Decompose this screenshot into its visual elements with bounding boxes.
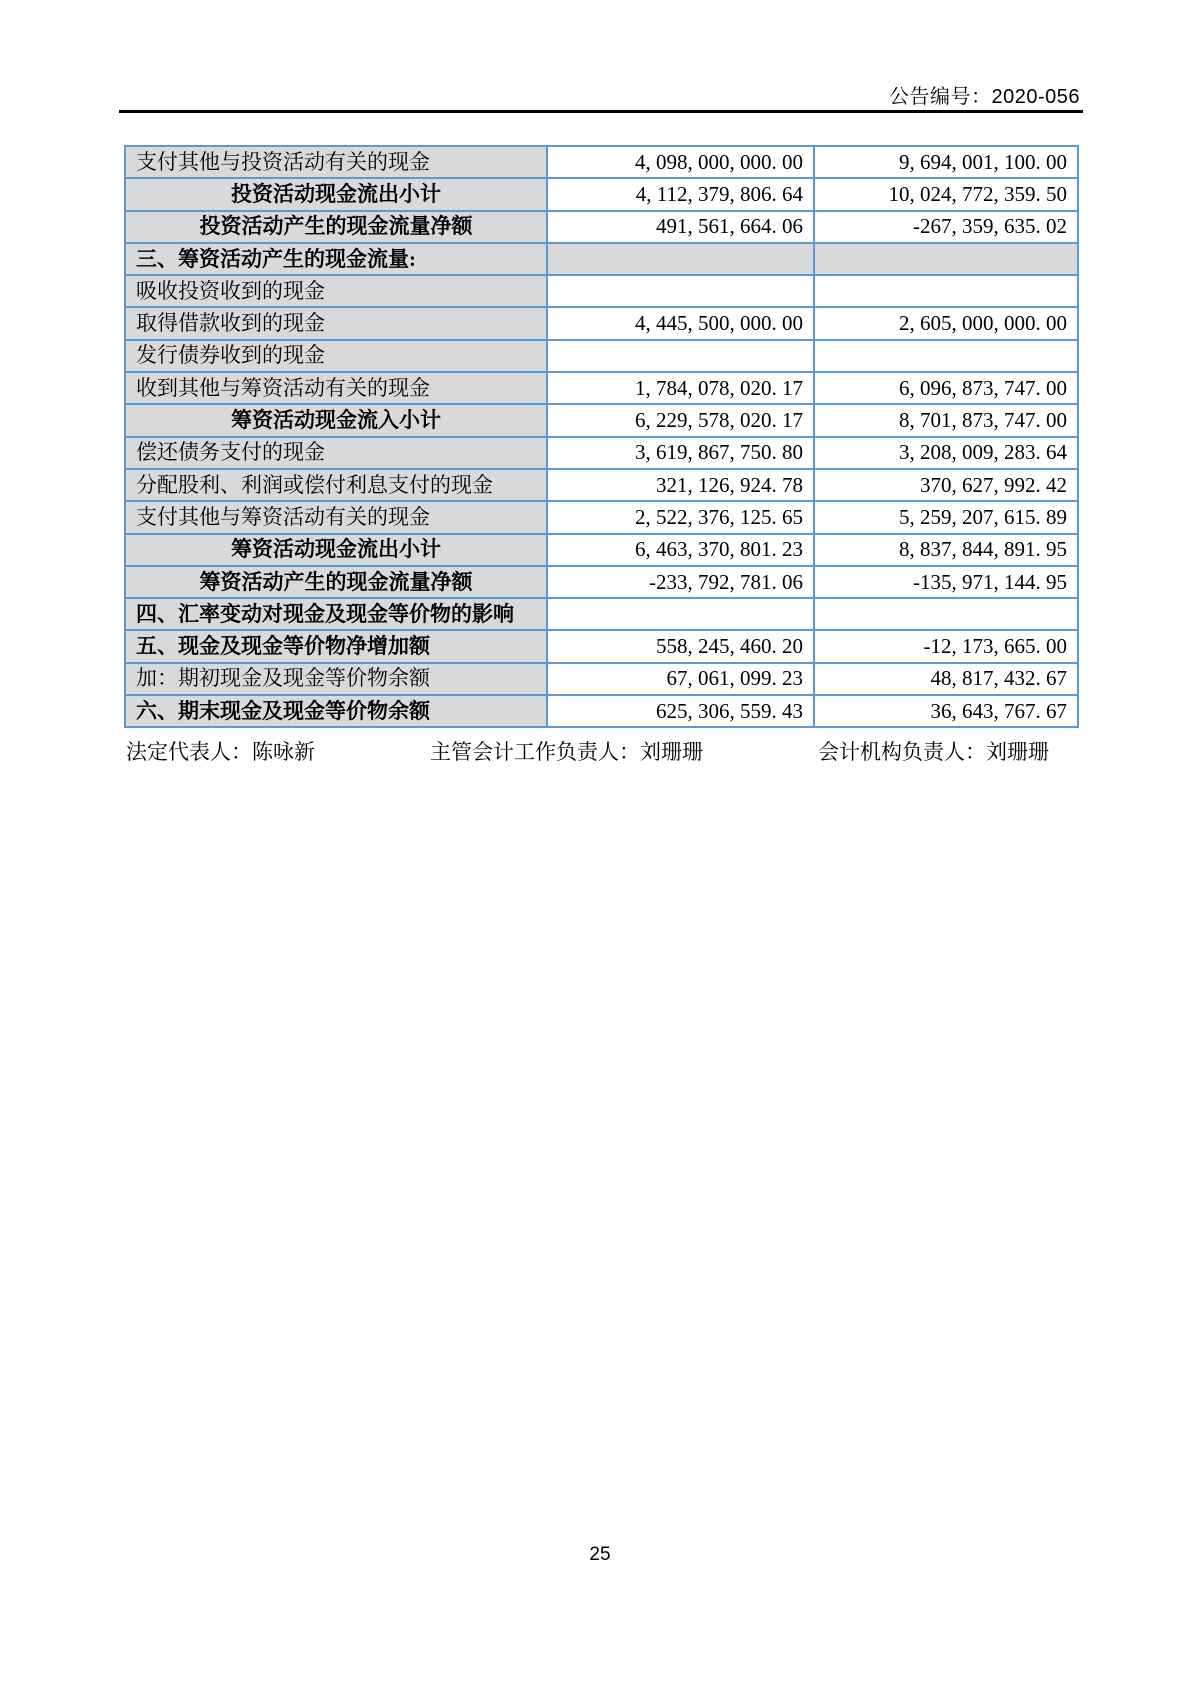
row-value-col1: 1, 784, 078, 020. 17 <box>547 372 814 404</box>
row-value-col2: 10, 024, 772, 359. 50 <box>814 178 1078 210</box>
row-value-col1 <box>547 340 814 372</box>
row-value-col2 <box>814 598 1078 630</box>
row-value-col2: -267, 359, 635. 02 <box>814 211 1078 243</box>
row-label: 发行债券收到的现金 <box>125 340 547 372</box>
row-label: 偿还债务支付的现金 <box>125 437 547 469</box>
row-value-col2: -135, 971, 144. 95 <box>814 566 1078 598</box>
table-row <box>125 243 1078 275</box>
chief-accounting-officer: 主管会计工作负责人：刘珊珊 <box>430 740 703 764</box>
row-label: 取得借款收到的现金 <box>125 307 547 339</box>
row-value-col1: 625, 306, 559. 43 <box>547 695 814 727</box>
table-row <box>125 275 1078 307</box>
row-value-col2: 370, 627, 992. 42 <box>814 469 1078 501</box>
row-value-col2: 2, 605, 000, 000. 00 <box>814 307 1078 339</box>
table-row <box>125 630 1078 662</box>
row-label: 五、现金及现金等价物净增加额 <box>125 630 547 662</box>
accounting-department-head: 会计机构负责人：刘珊珊 <box>818 740 1049 764</box>
table-row <box>125 566 1078 598</box>
row-value-col1: 67, 061, 099. 23 <box>547 663 814 695</box>
row-value-col2 <box>814 275 1078 307</box>
page-number: 25 <box>589 1544 611 1565</box>
row-value-col1: 6, 463, 370, 801. 23 <box>547 534 814 566</box>
row-label: 分配股利、利润或偿付利息支付的现金 <box>125 469 547 501</box>
row-value-col2: 5, 259, 207, 615. 89 <box>814 501 1078 533</box>
row-label: 投资活动现金流出小计 <box>125 178 547 210</box>
row-value-col2: 6, 096, 873, 747. 00 <box>814 372 1078 404</box>
row-value-col2 <box>814 340 1078 372</box>
table-row <box>125 437 1078 469</box>
row-value-col2: -12, 173, 665. 00 <box>814 630 1078 662</box>
row-label: 筹资活动现金流入小计 <box>125 404 547 436</box>
row-label: 吸收投资收到的现金 <box>125 275 547 307</box>
table-row <box>125 534 1078 566</box>
table-row <box>125 340 1078 372</box>
row-value-col1: 2, 522, 376, 125. 65 <box>547 501 814 533</box>
header-divider <box>119 110 1083 113</box>
row-label: 加：期初现金及现金等价物余额 <box>125 663 547 695</box>
row-label: 支付其他与投资活动有关的现金 <box>125 146 547 178</box>
table-row <box>125 598 1078 630</box>
row-value-col1 <box>547 275 814 307</box>
row-value-col1: 6, 229, 578, 020. 17 <box>547 404 814 436</box>
row-value-col1 <box>547 598 814 630</box>
table-row <box>125 146 1078 178</box>
row-value-col2 <box>814 243 1078 275</box>
row-value-col1: 321, 126, 924. 78 <box>547 469 814 501</box>
table-row <box>125 404 1078 436</box>
table-row <box>125 178 1078 210</box>
row-value-col2: 48, 817, 432. 67 <box>814 663 1078 695</box>
cash-flow-table <box>124 145 1079 728</box>
row-value-col2: 3, 208, 009, 283. 64 <box>814 437 1078 469</box>
row-label: 筹资活动现金流出小计 <box>125 534 547 566</box>
cash-flow-table-body <box>125 146 1078 727</box>
row-label: 支付其他与筹资活动有关的现金 <box>125 501 547 533</box>
table-row <box>125 695 1078 727</box>
row-value-col1: 3, 619, 867, 750. 80 <box>547 437 814 469</box>
row-value-col1: 4, 445, 500, 000. 00 <box>547 307 814 339</box>
row-value-col2: 8, 701, 873, 747. 00 <box>814 404 1078 436</box>
row-value-col1: 4, 112, 379, 806. 64 <box>547 178 814 210</box>
table-row <box>125 469 1078 501</box>
row-value-col1: 4, 098, 000, 000. 00 <box>547 146 814 178</box>
legal-representative: 法定代表人：陈咏新 <box>126 740 315 764</box>
table-row <box>125 307 1078 339</box>
announcement-number: 公告编号：2020-056 <box>888 86 1080 108</box>
row-label: 四、汇率变动对现金及现金等价物的影响 <box>125 598 547 630</box>
row-value-col1: 491, 561, 664. 06 <box>547 211 814 243</box>
row-label: 筹资活动产生的现金流量净额 <box>125 566 547 598</box>
table-row <box>125 501 1078 533</box>
table-row <box>125 663 1078 695</box>
row-value-col1: 558, 245, 460. 20 <box>547 630 814 662</box>
row-value-col2: 9, 694, 001, 100. 00 <box>814 146 1078 178</box>
row-label: 投资活动产生的现金流量净额 <box>125 211 547 243</box>
row-label: 六、期末现金及现金等价物余额 <box>125 695 547 727</box>
table-row <box>125 211 1078 243</box>
row-value-col2: 8, 837, 844, 891. 95 <box>814 534 1078 566</box>
signature-line <box>124 736 1080 764</box>
row-value-col1 <box>547 243 814 275</box>
row-label: 三、筹资活动产生的现金流量: <box>125 243 547 275</box>
row-value-col1: -233, 792, 781. 06 <box>547 566 814 598</box>
table-row <box>125 372 1078 404</box>
row-label: 收到其他与筹资活动有关的现金 <box>125 372 547 404</box>
row-value-col2: 36, 643, 767. 67 <box>814 695 1078 727</box>
